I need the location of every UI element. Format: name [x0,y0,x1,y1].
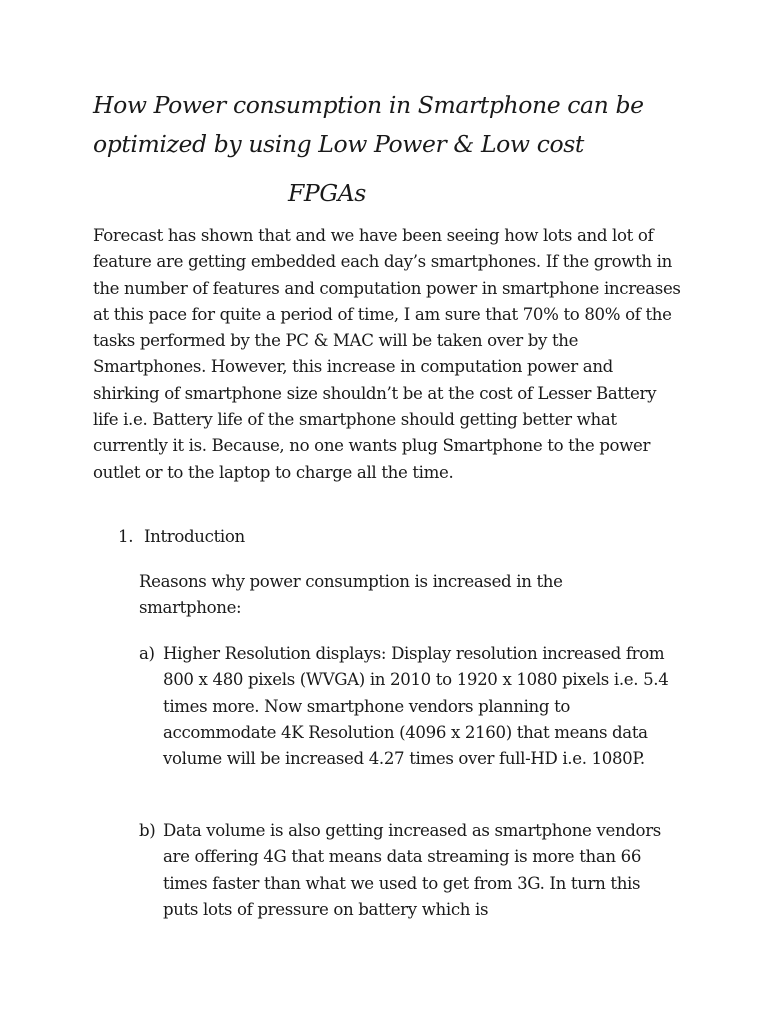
list-item-text: Data volume is also getting increased as smartphone vendors are offering 4G that means data streaming is more than 66 times faster than what we used to get from 3G. In turn this puts lots of pressure on battery which is [163,821,661,919]
section-heading [118,524,245,550]
list-item-marker: a) [139,644,155,663]
list-item [139,641,699,772]
list-item [139,818,699,923]
document-title: How Power consumption in Smartphone can be optimized by using Low Power & Low cost [93,91,644,158]
section-heading-text: Introduction [143,527,245,546]
document-title-continued: FPGAs [288,179,366,207]
section-lead: Reasons why power consumption is increased in the smartphone: [139,572,563,618]
section-number: 1. [118,527,134,546]
list-item-text: Higher Resolution displays: Display resolution increased from 800 x 480 pixels (WVGA) in 2010 to 1920 x 1080 pixels i.e. 5.4 times more. Now smartphone vendors planning to accommodate 4K Resolution (4096 x 2160) that means data volume will be increased 4.27 times over full-HD i.e. 1080P. [163,644,669,769]
list-item-marker: b) [139,821,156,840]
intro-paragraph: Forecast has shown that and we have been seeing how lots and lot of feature are getting embedded each day’s smartphones. If the growth in the number of features and computation power in smartphone increases at this pace for quite a period of time, I am sure that 70% to 80% of the tasks performed by the PC & MAC will be taken over by the Smartphones. However, this increase in computation power and shirking of smartphone size shouldn’t be at the cost of Lesser Battery life i.e. Battery life of the smartphone should getting better what currently it is. Because, no one wants plug Smartphone to the power outlet or to the laptop to charge all the time. [93,226,681,482]
